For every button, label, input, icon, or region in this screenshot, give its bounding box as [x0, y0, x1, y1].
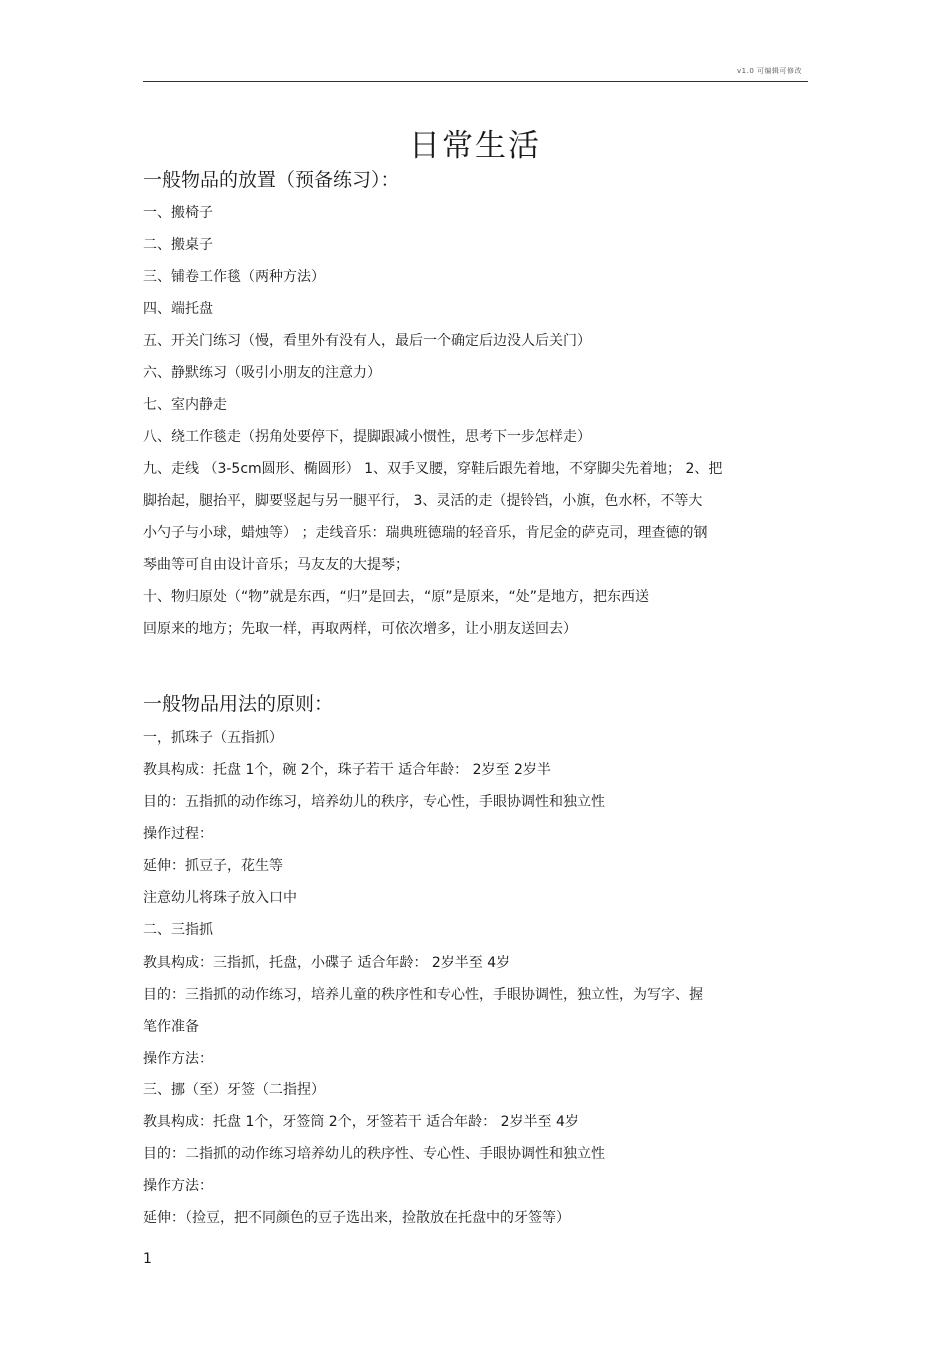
list-item: 脚抬起，腿抬平，脚要竖起与另一腿平行， 3、灵活的走（提铃铛，小旗，色水杯，不等大 [143, 493, 703, 509]
list-item: 延伸：（捡豆，把不同颜色的豆子选出来，捡散放在托盘中的牙签等） [143, 1210, 570, 1226]
list-item: 目的：二指抓的动作练习培养幼儿的秩序性、专心性、手眼协调性和独立性 [143, 1146, 605, 1162]
section-heading-usage: 一般物品用法的原则： [143, 693, 334, 715]
list-item: 教具构成：托盘 1个，牙签筒 2个，牙签若干 适合年龄： 2岁半至 4岁 [143, 1114, 579, 1130]
list-item: 九、走线 （3-5cm圆形、椭圆形） 1、双手叉腰，穿鞋后跟先着地，不穿脚尖先着地； 2、把 [143, 461, 723, 477]
list-item: 目的：三指抓的动作练习，培养儿童的秩序性和专心性，手眼协调性，独立性，为写字、握 [143, 987, 703, 1003]
list-item: 三、挪（至）牙签（二指捏） [143, 1082, 325, 1098]
list-item: 二、三指抓 [143, 922, 213, 938]
list-item: 二、搬桌子 [143, 237, 213, 253]
list-item: 十、物归原处（“物”就是东西，“归”是回去，“原”是原来，“处”是地方，把东西送 [143, 589, 650, 605]
list-item: 八、绕工作毯走（拐角处要停下，提脚跟减小惯性，思考下一步怎样走） [143, 429, 591, 445]
list-item: 笔作准备 [143, 1019, 199, 1035]
list-item: 目的：五指抓的动作练习，培养幼儿的秩序，专心性，手眼协调性和独立性 [143, 794, 605, 810]
list-item: 注意幼儿将珠子放入口中 [143, 890, 297, 906]
list-item: 琴曲等可自由设计音乐；马友友的大提琴； [143, 557, 409, 573]
list-item: 操作方法： [143, 1178, 213, 1194]
page-title: 日常生活 [409, 128, 541, 164]
list-item: 小勺子与小球，蜡烛等） ；走线音乐：瑞典班德瑞的轻音乐，肯尼金的萨克司，理查德的钢 [143, 525, 708, 541]
header-note: v1.0 可编辑可修改 [737, 67, 802, 75]
list-item: 一、搬椅子 [143, 205, 213, 221]
list-item: 回原来的地方；先取一样，再取两样，可依次增多，让小朋友送回去） [143, 621, 577, 637]
list-item: 教具构成：托盘 1个，碗 2个，珠子若干 适合年龄： 2岁至 2岁半 [143, 762, 551, 778]
list-item: 四、端托盘 [143, 301, 213, 317]
list-item: 三、铺卷工作毯（两种方法） [143, 269, 325, 285]
page-number: 1 [143, 1251, 152, 1267]
list-item: 七、室内静走 [143, 397, 227, 413]
list-item: 操作过程： [143, 826, 213, 842]
header-divider [143, 81, 808, 82]
list-item: 操作方法： [143, 1051, 213, 1067]
list-item: 延伸：抓豆子，花生等 [143, 858, 283, 874]
section-heading-placement: 一般物品的放置（预备练习）： [143, 169, 400, 191]
list-item: 五、开关门练习（慢，看里外有没有人，最后一个确定后边没人后关门） [143, 333, 591, 349]
list-item: 一，抓珠子（五指抓） [143, 730, 283, 746]
list-item: 六、静默练习（吸引小朋友的注意力） [143, 365, 381, 381]
list-item: 教具构成：三指抓，托盘，小碟子 适合年龄： 2岁半至 4岁 [143, 955, 511, 971]
